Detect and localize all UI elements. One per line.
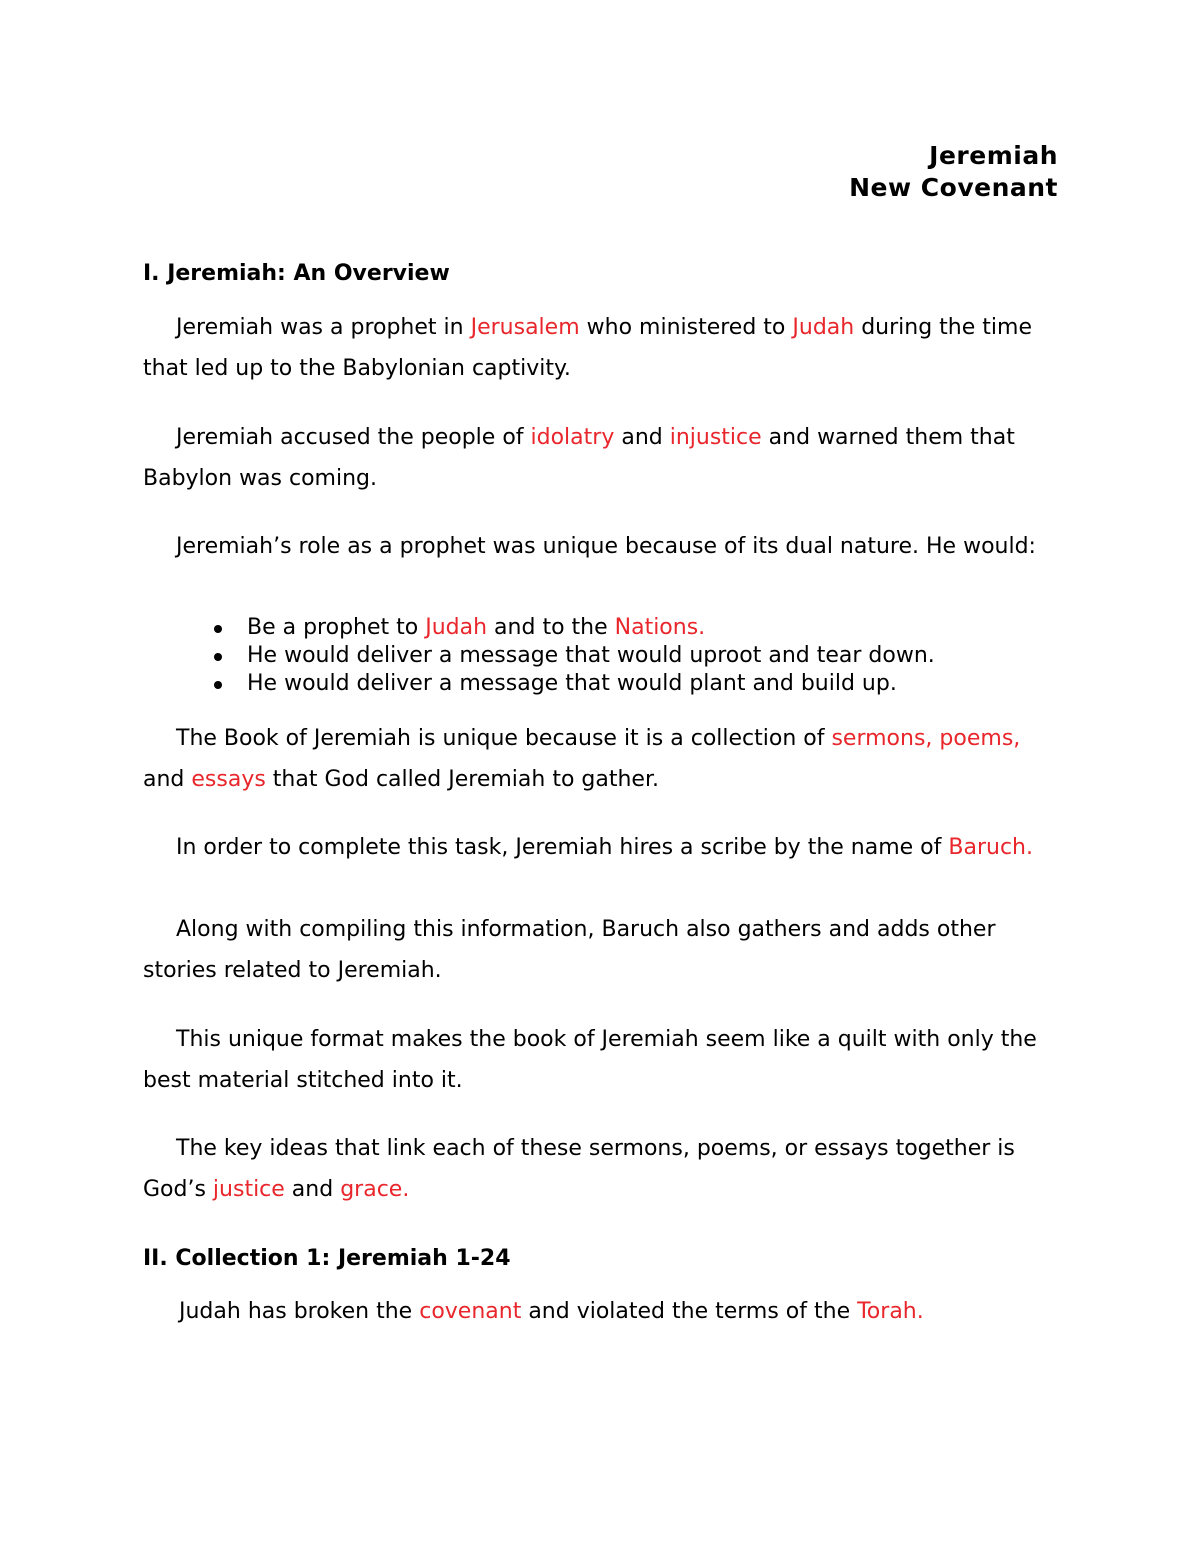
highlight-idolatry: idolatry (530, 425, 615, 450)
text-run: This unique format makes the book of Jeremiah seem like a quilt with only the best material stitched into it. (143, 1027, 1037, 1093)
highlight-injustice: injustice (669, 425, 762, 450)
paragraph-prophet (143, 307, 1063, 389)
text-run: He would deliver a message that would plant and build up. (247, 671, 897, 696)
paragraph-covenant (143, 1291, 1063, 1332)
text-run: Jeremiah was a prophet in (176, 315, 471, 340)
text-run: and to the (487, 615, 615, 640)
highlight-covenant: covenant (419, 1299, 522, 1324)
paragraph-scribe (143, 833, 1063, 862)
paragraph-accused (143, 417, 1063, 499)
highlight-essays: essays (191, 767, 266, 792)
text-run: Be a prophet to (247, 615, 426, 640)
text-run: Jeremiah accused the people of (176, 425, 531, 450)
bullet-list (143, 614, 935, 698)
text-run: Judah has broken the (179, 1299, 420, 1324)
text-run: He would deliver a message that would uproot and tear down. (247, 643, 935, 668)
highlight-sermons: sermons, (831, 726, 933, 751)
text-run: In order to complete this task, Jeremiah hires a scribe by the name of (176, 835, 949, 860)
highlight-justice: justice (212, 1177, 285, 1202)
section-heading-overview: I. Jeremiah: An Overview (143, 261, 450, 286)
list-item (143, 614, 935, 642)
highlight-poems: poems, (939, 726, 1021, 751)
text-run: Along with compiling this information, Baruch also gathers and adds other stories related to Jeremiah. (143, 917, 996, 983)
text-run: that God called Jeremiah to gather. (265, 767, 659, 792)
text-run: The Book of Jeremiah is unique because it is a collection of (176, 726, 832, 751)
text-run: and (143, 767, 192, 792)
highlight-judah: Judah (792, 315, 855, 340)
bullet-dot (214, 653, 222, 661)
text-run: The key ideas that link each of these sermons, poems, or essays together is God’s (143, 1136, 1015, 1202)
document-title (849, 140, 1058, 204)
text-run: and warned them that Babylon was coming. (143, 425, 1015, 491)
highlight-baruch: Baruch. (948, 835, 1033, 860)
list-item (143, 642, 935, 670)
paragraph-key-ideas (143, 1128, 1063, 1210)
bullet-dot (214, 681, 222, 689)
paragraph-compiling (143, 909, 1063, 991)
text-run: Jeremiah’s role as a prophet was unique because of its dual nature. He would: (176, 534, 1036, 559)
text-run: who ministered to (579, 315, 793, 340)
list-item (143, 670, 935, 698)
highlight-nations: Nations. (614, 615, 706, 640)
section-heading-collection-1: II. Collection 1: Jeremiah 1-24 (143, 1246, 511, 1271)
text-run: during the time that led up to the Babylonian captivity. (143, 315, 1032, 381)
highlight-torah: Torah. (857, 1299, 924, 1324)
paragraph-format (143, 1019, 1063, 1101)
bullet-dot (214, 625, 222, 633)
highlight-judah: Judah (425, 615, 488, 640)
highlight-jerusalem: Jerusalem (470, 315, 580, 340)
text-run: and (284, 1177, 341, 1202)
paragraph-role (143, 532, 1063, 561)
highlight-grace: grace. (340, 1177, 410, 1202)
text-run: and violated the terms of the (521, 1299, 858, 1324)
title-line-2: New Covenant (849, 173, 1058, 202)
text-run: and (614, 425, 670, 450)
title-line-1: Jeremiah (929, 141, 1058, 170)
paragraph-book-unique (143, 718, 1063, 800)
